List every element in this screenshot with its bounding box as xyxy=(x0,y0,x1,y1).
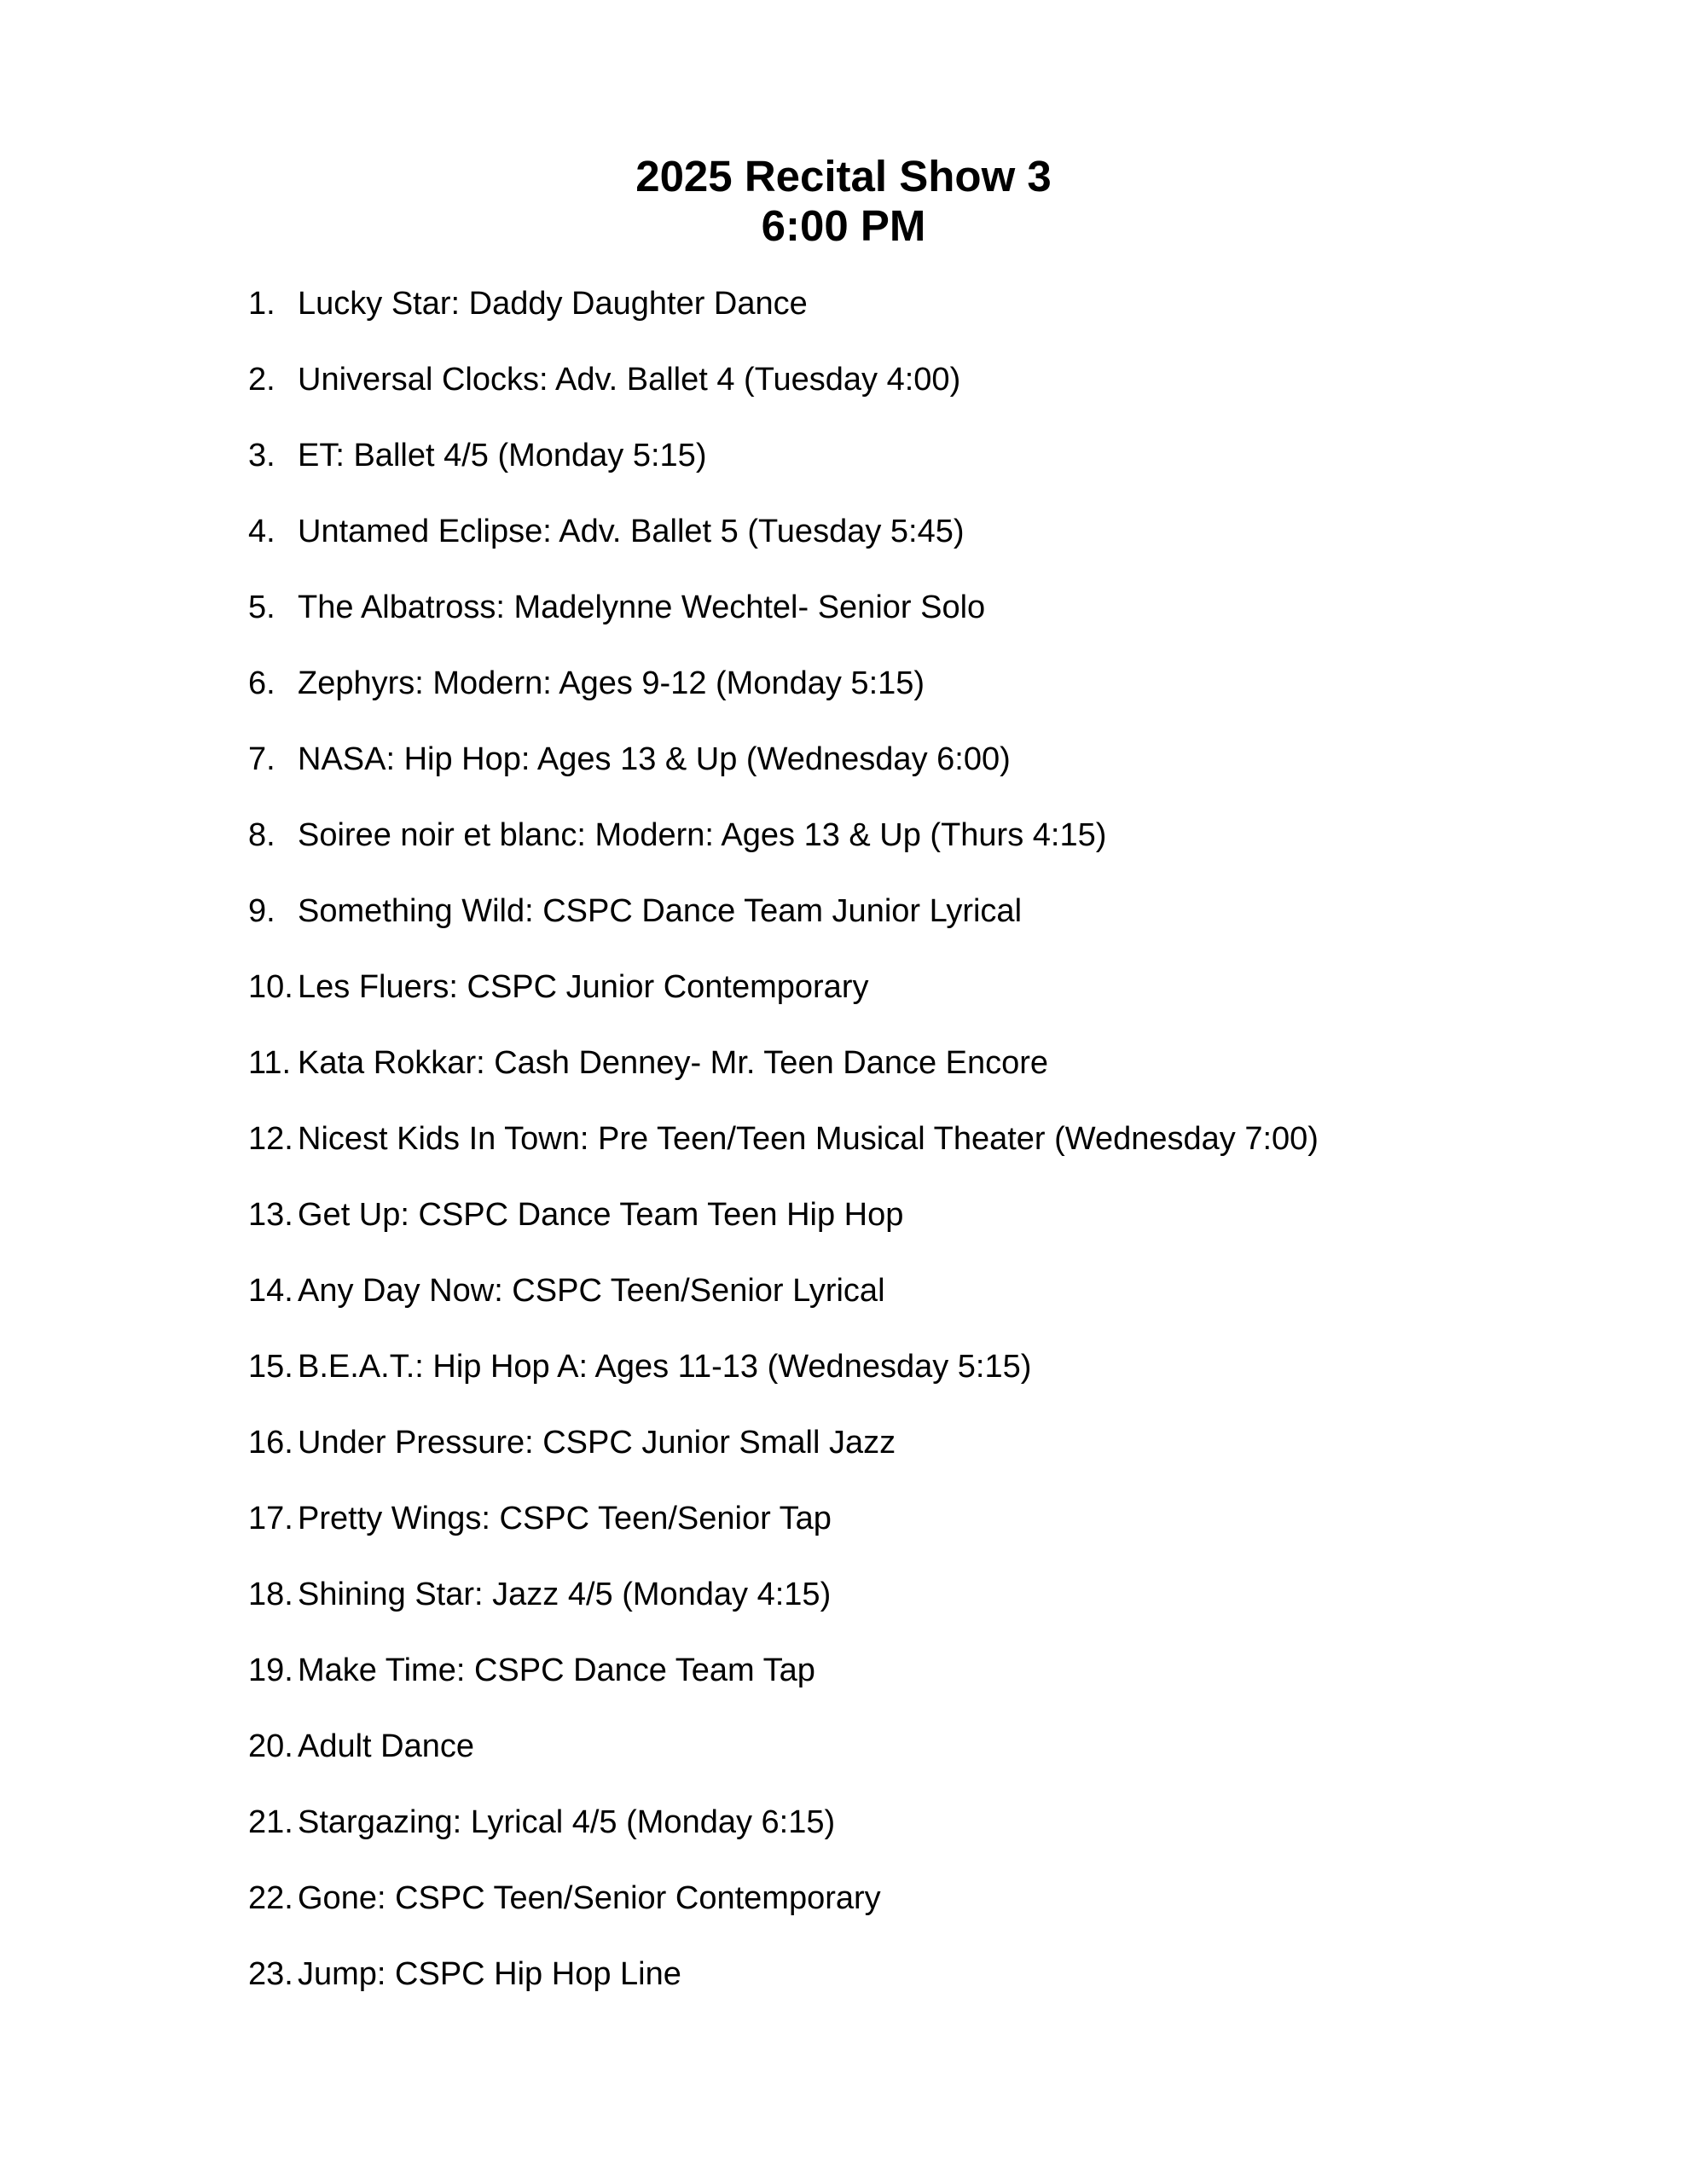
program-item xyxy=(0,1725,1450,1768)
program-item xyxy=(0,738,1450,781)
program-item-number: 9. xyxy=(248,893,275,929)
program-item xyxy=(0,1877,1450,1920)
program-item-text: Universal Clocks: Adv. Ballet 4 (Tuesday 4:00) xyxy=(298,362,961,398)
program-item xyxy=(0,814,1450,857)
program-item xyxy=(0,1118,1450,1160)
program-item xyxy=(0,890,1450,932)
program-item-number: 7. xyxy=(248,741,275,777)
program-item xyxy=(0,434,1450,477)
program-item-text: Get Up: CSPC Dance Team Teen Hip Hop xyxy=(298,1197,904,1233)
program-item-number: 14. xyxy=(248,1273,293,1309)
program-item-text: Adult Dance xyxy=(298,1728,475,1764)
program-item-number: 2. xyxy=(248,362,275,398)
program-item-number: 15. xyxy=(248,1349,293,1385)
program-item xyxy=(0,1801,1450,1844)
program-item xyxy=(0,1194,1450,1236)
program-item-number: 6. xyxy=(248,665,275,701)
program-item xyxy=(0,1421,1450,1464)
program-item-text: Untamed Eclipse: Adv. Ballet 5 (Tuesday 5:45) xyxy=(298,514,965,549)
program-item-number: 16. xyxy=(248,1425,293,1461)
program-item-text: Zephyrs: Modern: Ages 9-12 (Monday 5:15) xyxy=(298,665,925,701)
program-item-number: 13. xyxy=(248,1197,293,1233)
program-item-text: The Albatross: Madelynne Wechtel- Senior Solo xyxy=(298,590,986,625)
program-item-number: 8. xyxy=(248,817,275,853)
program-item-number: 5. xyxy=(248,590,275,625)
program-item-text: Gone: CSPC Teen/Senior Contemporary xyxy=(298,1880,881,1916)
program-item-text: Lucky Star: Daddy Daughter Dance xyxy=(298,286,808,322)
program-item-number: 12. xyxy=(248,1121,293,1157)
program-item xyxy=(0,586,1450,629)
program-item-number: 18. xyxy=(248,1577,293,1612)
program-item-text: B.E.A.T.: Hip Hop A: Ages 11-13 (Wednesday 5:15) xyxy=(298,1349,1032,1385)
program-item-number: 22. xyxy=(248,1880,293,1916)
program-item-text: Shining Star: Jazz 4/5 (Monday 4:15) xyxy=(298,1577,832,1612)
program-item xyxy=(0,1269,1450,1312)
program-item xyxy=(0,510,1450,553)
program-item-text: Under Pressure: CSPC Junior Small Jazz xyxy=(298,1425,896,1461)
program-item xyxy=(0,1573,1450,1616)
program-item-text: Soiree noir et blanc: Modern: Ages 13 & Up (Thurs 4:15) xyxy=(298,817,1107,853)
program-item-text: Make Time: CSPC Dance Team Tap xyxy=(298,1653,815,1688)
program-item-number: 11. xyxy=(248,1045,292,1081)
document-title: 2025 Recital Show 3 xyxy=(635,152,1052,200)
program-item-text: ET: Ballet 4/5 (Monday 5:15) xyxy=(298,438,707,473)
program-item-number: 4. xyxy=(248,514,275,549)
program-item-number: 19. xyxy=(248,1653,293,1688)
document-time: 6:00 PM xyxy=(761,201,926,250)
program-item xyxy=(0,1497,1450,1540)
program-item xyxy=(0,1042,1450,1084)
program-item-number: 1. xyxy=(248,286,275,322)
program-item-number: 3. xyxy=(248,438,275,473)
program-item xyxy=(0,282,1450,325)
program-item xyxy=(0,358,1450,401)
program-item-text: Jump: CSPC Hip Hop Line xyxy=(298,1956,681,1992)
program-item-number: 23. xyxy=(248,1956,293,1992)
program-item-text: Nicest Kids In Town: Pre Teen/Teen Musical Theater (Wednesday 7:00) xyxy=(298,1121,1319,1157)
program-item xyxy=(0,1649,1450,1692)
program-item-number: 10. xyxy=(248,969,293,1005)
program-item-text: Stargazing: Lyrical 4/5 (Monday 6:15) xyxy=(298,1804,836,1840)
program-item-text: Les Fluers: CSPC Junior Contemporary xyxy=(298,969,869,1005)
program-item-text: Something Wild: CSPC Dance Team Junior Lyrical xyxy=(298,893,1023,929)
program-item xyxy=(0,1345,1450,1388)
program-item xyxy=(0,966,1450,1008)
program-item-number: 21. xyxy=(248,1804,293,1840)
program-item-number: 17. xyxy=(248,1501,293,1536)
program-item xyxy=(0,662,1450,705)
program-item-text: Kata Rokkar: Cash Denney- Mr. Teen Dance Encore xyxy=(298,1045,1049,1081)
program-item-text: Pretty Wings: CSPC Teen/Senior Tap xyxy=(298,1501,832,1536)
program-item-number: 20. xyxy=(248,1728,293,1764)
program-item-text: NASA: Hip Hop: Ages 13 & Up (Wednesday 6:00) xyxy=(298,741,1011,777)
program-item-text: Any Day Now: CSPC Teen/Senior Lyrical xyxy=(298,1273,885,1309)
program-item xyxy=(0,1953,1450,1995)
